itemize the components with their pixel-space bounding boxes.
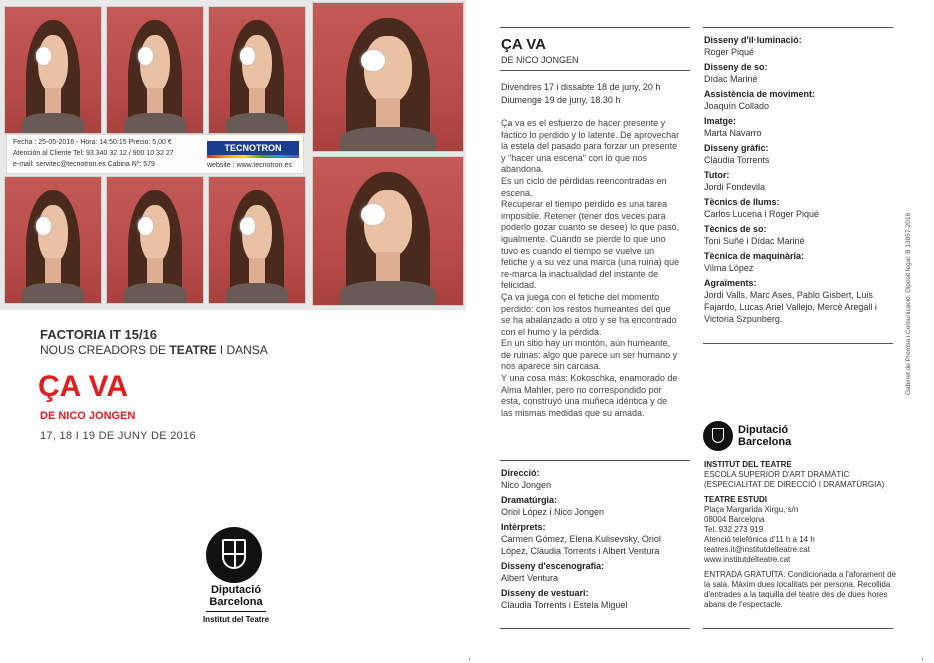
- credits-list: [501, 467, 686, 614]
- ticket-website: website : www.tecnotron.es: [207, 162, 292, 169]
- credit-item: Tècnics de llums: Carlos Lucena i Roger Piqué: [704, 197, 820, 219]
- credit-item: Agraïments: Jordi Valls, Marc Ases, Pablo Gisbert, Luis Fajardo, Lucas Ariel Vallejo, Mercè Aregall i Victoria Szpunberg.: [704, 278, 877, 324]
- program-description: [501, 118, 681, 419]
- institution-title: INSTITUT DEL TEATRE: [704, 460, 792, 469]
- venue-address: Plaça Margarida Xirgu, s/n: [704, 505, 799, 514]
- divider: [500, 70, 690, 71]
- photo-portrait: [106, 176, 204, 304]
- description-paragraph: Es un ciclo de pérdidas reencontradas en escena.: [501, 175, 667, 198]
- venue-phone: Tel. 932 273 919: [704, 525, 764, 534]
- credit-item: Intèrprets: Carmen Gómez, Elena Kulisevsky, Oriol López, Clàudia Torrents i Albert Ventura: [501, 522, 661, 556]
- credit-item: Tutor: Jordi Fondevila: [704, 170, 766, 192]
- institution-line: (ESPECIALITAT DE DIRECCIÓ I DRAMATÚRGIA): [704, 480, 885, 489]
- description-paragraph: Recuperar el tiempo perdido es una tarea imposible. Retener (tener dos veces para poderlo gozar cuanto se desee) lo que pasó, igualmente. Cuando se pierde lo que uno tuvo es cuando el tiempo se vuelve un fetiche y a su vez una marca (una ruina) que re-marca la inactualidad del instante de felicidad.: [501, 199, 680, 291]
- description-paragraph: En un sitio hay un montón, aún humeante, de ruinas: algo que parece un ser humano y nos aparece sin carcasa.: [501, 338, 678, 372]
- divider: [703, 628, 893, 629]
- divider: [500, 27, 690, 28]
- diputacio-emblem-icon: [703, 421, 733, 451]
- ticket-line-2: Atención al Cliente Tel: 93 340 32 12 / 900 10 32 27: [13, 150, 174, 157]
- venue-info: [704, 460, 900, 610]
- tecnotron-logo: TECNOTRON: [207, 141, 299, 155]
- program-author: DE NICO JONGEN: [501, 55, 579, 65]
- divider: [703, 27, 893, 28]
- venue-website: www.institutdelteatre.cat: [704, 555, 791, 564]
- entry-note: ENTRADA GRATUÏTA. Condicionada a l'aforament de la sala. Màxim dues localitats per persona. Recollida d'entrades a la taquilla del teatre des de dues hores abans de l'espectacle.: [704, 570, 896, 609]
- venue-title: TEATRE ESTUDI: [704, 495, 767, 504]
- credit-item: Imatge: Marta Navarro: [704, 116, 762, 138]
- divider: [500, 628, 690, 629]
- credit-item: Tècnics de so: Toni Suñé i Dídac Mariné: [704, 224, 805, 246]
- divider: [500, 460, 690, 461]
- show-dates: 17, 18 I 19 DE JUNY DE 2016: [40, 430, 196, 442]
- credit-item: Assistència de moviment: Joaquín Collado: [704, 89, 816, 111]
- show-title: ÇA VA: [38, 370, 128, 403]
- logo-divider: [206, 611, 266, 612]
- technical-credits-list: [704, 34, 894, 328]
- photo-portrait: [312, 2, 464, 152]
- photo-portrait: [4, 176, 102, 304]
- venue-address: 08004 Barcelona: [704, 515, 765, 524]
- legal-deposit-note: Gabinet de Premsa i Comunicació. Dipòsit legal: B 13857-2016: [905, 212, 912, 395]
- venue-hours: Atenció telefònica d'11 h a 14 h: [704, 535, 815, 544]
- diputacio-logo-text: Diputació Barcelona: [738, 424, 792, 448]
- photo-booth-ticket: [6, 134, 304, 174]
- credit-item: Tècnica de maquinària: Vilma López: [704, 251, 805, 273]
- credit-item: Disseny de so: Dídac Mariné: [704, 62, 768, 84]
- diputacio-logo-text: Diputació Barcelona: [209, 584, 263, 608]
- show-author: DE NICO JONGEN: [40, 410, 136, 422]
- credit-item: Disseny de vestuari: Clàudia Torrents i Estela Miguel: [501, 588, 628, 610]
- description-paragraph: Ça va es el esfuerzo de hacer presente y fáctico lo perdido y lo latente. De aprovechar la estela del pasado para forzar un presente y "hacer una escena" con lo que nos abandona.: [501, 118, 680, 175]
- divider: [703, 343, 893, 344]
- fold-mark: [922, 658, 923, 660]
- diputacio-emblem-icon: [206, 527, 262, 583]
- institution-line: ESCOLA SUPERIOR D'ART DRAMÀTIC: [704, 470, 850, 479]
- credit-item: Disseny d'il·luminació: Roger Piqué: [704, 35, 802, 57]
- credit-item: Dramatúrgia: Oriol López i Nico Jongen: [501, 495, 605, 517]
- ticket-line-3: e-mail: servitec@tecnotron.es Cabina Nº: 579: [13, 161, 155, 168]
- photo-portrait: [208, 6, 306, 134]
- credit-item: Disseny d'escenografia: Albert Ventura: [501, 561, 605, 583]
- credit-item: Direcció: Nico Jongen: [501, 468, 552, 490]
- ticket-line-1: Fecha : 25-05-2016 - Hora: 14:50:15 Precio: 5,00 €: [13, 139, 172, 146]
- photo-portrait: [4, 6, 102, 134]
- fold-mark: [469, 658, 470, 660]
- photo-portrait: [312, 156, 464, 306]
- tecnotron-color-bar: [207, 155, 299, 158]
- series-title: FACTORIA IT 15/16: [40, 327, 158, 342]
- photo-portrait: [106, 6, 204, 134]
- description-paragraph: Ça va juega con el fetiche del momento perdido: con los restos humeantes del que se ha abalanzado a otro y se ha encontrado con el humo y la pérdida.: [501, 291, 677, 337]
- series-subtitle: NOUS CREADORS DE TEATRE I DANSA: [40, 343, 268, 357]
- photo-booth-strip: [0, 0, 466, 310]
- institution-name: Institut del Teatre: [202, 615, 270, 624]
- program-title: ÇA VA: [501, 36, 546, 53]
- program-dates: Divendres 17 i dissabte 18 de juny, 20 h Diumenge 19 de juny, 18.30 h: [501, 82, 661, 105]
- venue-email: teatres.it@institutdelteatre.cat: [704, 545, 810, 554]
- description-paragraph: Y una cosa más: Kokoschka, enamorado de Alma Mahler, pero no correspondido por esta, construyó una muñeca idéntica y de las mismas medidas que su amada.: [501, 373, 678, 418]
- photo-portrait: [208, 176, 306, 304]
- credit-item: Disseny gràfic: Clàudia Torrents: [704, 143, 770, 165]
